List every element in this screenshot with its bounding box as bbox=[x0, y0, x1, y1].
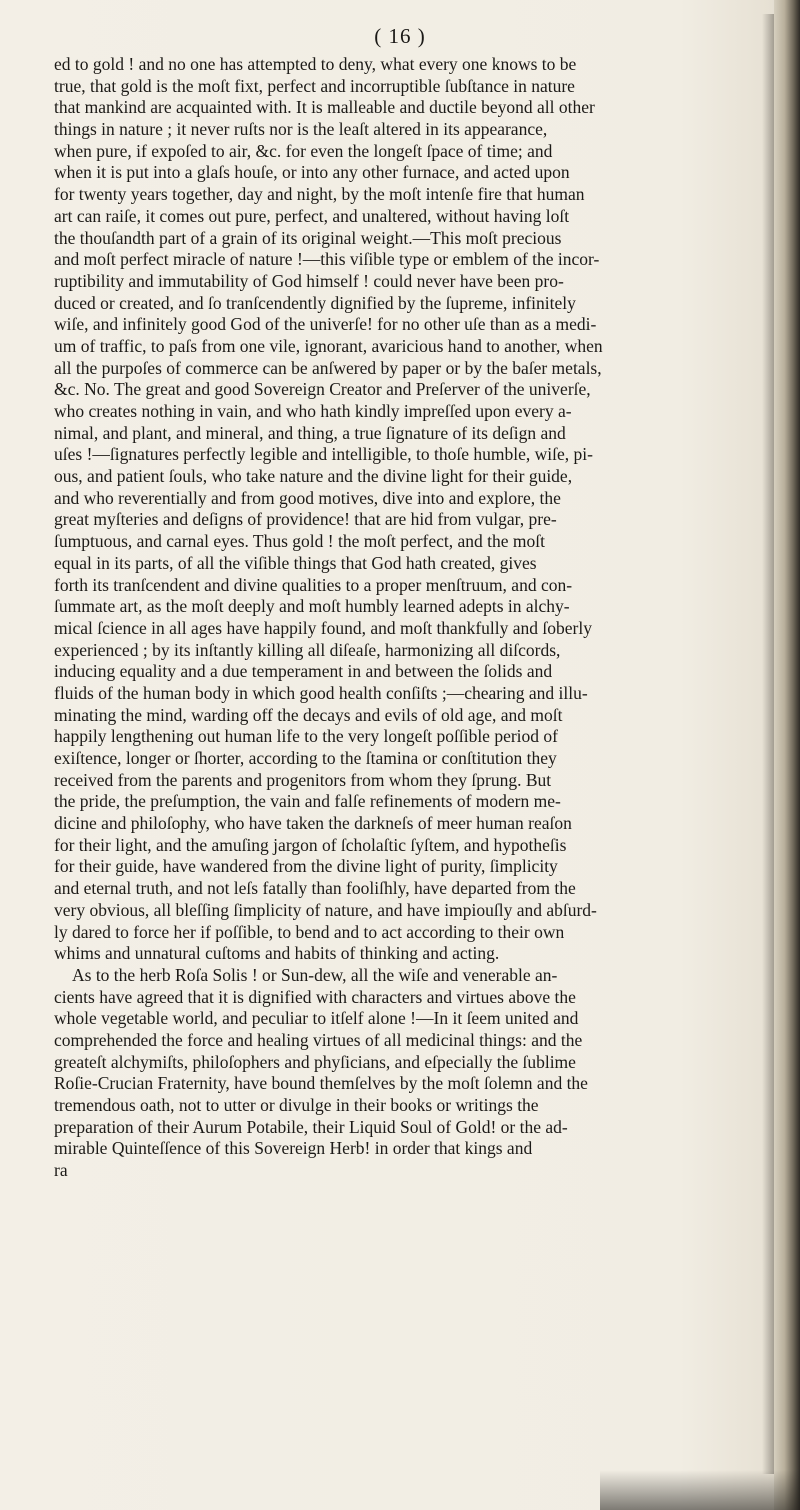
text-line: greateſt alchymiſts, philoſophers and phyſicians, and eſpecially the ſublime bbox=[54, 1051, 576, 1072]
text-line: Roſie-Crucian Fraternity, have bound themſelves by the moſt ſolemn and the bbox=[54, 1073, 588, 1094]
page-body bbox=[54, 54, 778, 1182]
text-line: whole vegetable world, and peculiar to itſelf alone !—In it ſeem united and bbox=[54, 1008, 579, 1029]
text-line: that mankind are acquainted with. It is malleable and ductile beyond all other bbox=[54, 97, 595, 118]
text-line: cients have agreed that it is dignified with characters and virtues above the bbox=[54, 986, 576, 1007]
text-line: ſummate art, as the moſt deeply and moſt humbly learned adepts in alchy- bbox=[54, 596, 570, 617]
page-spine-shadow bbox=[762, 14, 774, 1474]
text-line: dicine and philoſophy, who have taken the darkneſs of meer human reaſon bbox=[54, 813, 572, 834]
text-line: equal in its parts, of all the viſible things that God hath created, gives bbox=[54, 552, 537, 573]
text-line: and eternal truth, and not leſs fatally than fooliſhly, have departed from the bbox=[54, 878, 576, 899]
text-line: for their light, and the amuſing jargon of ſcholaſtic ſyſtem, and hypotheſis bbox=[54, 834, 567, 855]
text-line: great myſteries and deſigns of providence! that are hid from vulgar, pre- bbox=[54, 509, 557, 530]
text-line: for twenty years together, day and night, by the moſt intenſe fire that human bbox=[54, 184, 585, 205]
text-line: tremendous oath, not to utter or divulge in their books or writings the bbox=[54, 1095, 539, 1115]
text-line: happily lengthening out human life to the very longeſt poſſible period of bbox=[54, 726, 558, 747]
text-line: uſes !—ſignatures perfectly legible and intelligible, to thoſe humble, wiſe, pi- bbox=[54, 444, 593, 465]
text-line: the thouſandth part of a grain of its original weight.—This moſt precious bbox=[54, 227, 562, 248]
text-line: forth its tranſcendent and divine qualities to a proper menſtruum, and con- bbox=[54, 574, 573, 595]
text-line: nimal, and plant, and mineral, and thing, a true ſignature of its deſign and bbox=[54, 422, 566, 443]
text-line: things in nature ; it never ruſts nor is the leaſt altered in its appearance, bbox=[54, 119, 548, 140]
text-line: mical ſcience in all ages have happily found, and moſt thankfully and ſoberly bbox=[54, 617, 592, 638]
text-line: whims and unnatural cuſtoms and habits of thinking and acting. bbox=[54, 943, 500, 964]
text-line: inducing equality and a due temperament in and between the ſolids and bbox=[54, 661, 553, 682]
page-edge bbox=[774, 0, 800, 1510]
text-line: true, that gold is the moſt fixt, perfect and incorruptible ſubſtance in nature bbox=[54, 75, 575, 96]
text-line: mirable Quinteſſence of this Sovereign Herb! in order that kings and bbox=[54, 1138, 533, 1159]
text-line: exiſtence, longer or ſhorter, according to the ſtamina or conſtitution they bbox=[54, 748, 557, 768]
text-line: received from the parents and progenitors from whom they ſprung. But bbox=[54, 769, 552, 790]
text-line: and moſt perfect miracle of nature !—this viſible type or emblem of the incor- bbox=[54, 249, 600, 270]
text-line: duced or created, and ſo tranſcendently dignified by the ſupreme, infinitely bbox=[54, 292, 576, 313]
text-line: for their guide, have wandered from the divine light of purity, ſimplicity bbox=[54, 856, 558, 877]
text-line: ed to gold ! and no one has attempted to deny, what every one knows to be bbox=[54, 54, 577, 74]
text-line: um of traffic, to paſs from one vile, ignorant, avaricious hand to another, when bbox=[54, 335, 603, 356]
text-line: the pride, the preſumption, the vain and falſe refinements of modern me- bbox=[54, 791, 561, 812]
text-line: preparation of their Aurum Potabile, their Liquid Soul of Gold! or the ad- bbox=[54, 1116, 568, 1137]
text-line: when pure, if expoſed to air, &c. for even the longeſt ſpace of time; and bbox=[54, 140, 553, 161]
text-line: fluids of the human body in which good health conſiſts ;—chearing and illu- bbox=[54, 682, 588, 703]
page-number: ( 16 ) bbox=[374, 24, 426, 48]
text-line: ſumptuous, and carnal eyes. Thus gold ! the moſt perfect, and the moſt bbox=[54, 531, 546, 552]
text-line: art can raiſe, it comes out pure, perfect, and unaltered, without having loſt bbox=[54, 205, 570, 226]
text-line: comprehended the force and healing virtues of all medicinal things: and the bbox=[54, 1029, 583, 1050]
text-line: &c. No. The great and good Sovereign Creator and Preſerver of the univerſe, bbox=[54, 379, 591, 400]
text-line: when it is put into a glaſs houſe, or into any other furnace, and acted upon bbox=[54, 162, 570, 183]
text-line: very obvious, all bleſſing ſimplicity of nature, and have impiouſly and abſurd- bbox=[54, 899, 597, 920]
page-corner-shadow bbox=[600, 1470, 800, 1510]
text-line: As to the herb Roſa Solis ! or Sun-dew, all the wiſe and venerable an- bbox=[72, 964, 558, 985]
text-line: who creates nothing in vain, and who hath kindly impreſſed upon every a- bbox=[54, 401, 572, 421]
text-line: minating the mind, warding off the decays and evils of old age, and moſt bbox=[54, 704, 563, 725]
text-line: ruptibility and immutability of God himself ! could never have been pro- bbox=[54, 270, 564, 291]
text-line: all the purpoſes of commerce can be anſwered by paper or by the baſer metals, bbox=[54, 357, 602, 378]
text-line: and who reverentially and from good motives, dive into and explore, the bbox=[54, 487, 561, 508]
text-line: experienced ; by its inſtantly killing all diſeaſe, harmonizing all diſcords, bbox=[54, 639, 561, 660]
text-line: wiſe, and infinitely good God of the univerſe! for no other uſe than as a medi- bbox=[54, 314, 597, 335]
text-line: ra bbox=[54, 1160, 68, 1181]
text-line: ly dared to force her if poſſible, to bend and to act according to their own bbox=[54, 921, 565, 942]
text-line: ous, and patient ſouls, who take nature and the divine light for their guide, bbox=[54, 466, 573, 487]
